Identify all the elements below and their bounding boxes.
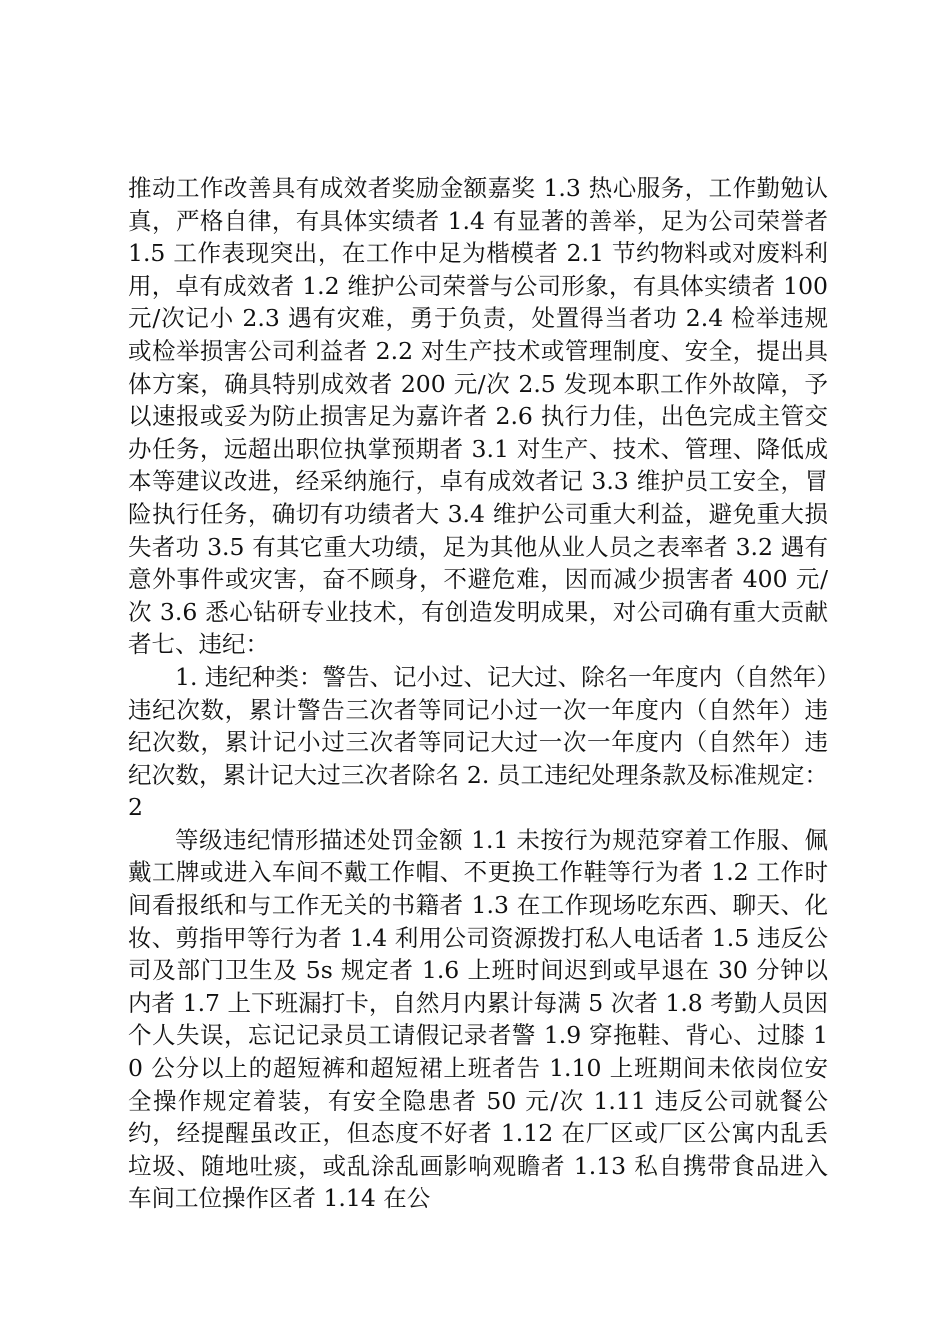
paragraph-violation-rules: 等级违纪情形描述处罚金额 1.1 未按行为规范穿着工作服、佩戴工牌或进入车间不戴工作帽、不更换工作鞋等行为者 1.2 工作时间看报纸和与工作无关的书籍者 1.3 在工作现场吃东西、聊天、化妆、剪指甲等行为者 1.4 利用公司资源拨打私人电话者 1.5 违反公司及部门卫生及 5s 规定者 1.6 上班时间迟到或早退在 30 分钟以内者 1.7 上下班漏打卡，自然月内累计每满 5 次者 1.8 考勤人员因个人失误，忘记记录员工请假记录者警 1.9 穿拖鞋、背心、过膝 10 公分以上的超短裤和超短裙上班者告 1.10 上班期间未依岗位安全操作规定着装，有安全隐患者 50 元/次 1.11 违反公司就餐公约，经提醒虽改正，但态度不好者 1.12 在厂区或厂区公寓内乱丢垃圾、随地吐痰，或乱涂乱画影响观瞻者 1.13 私自携带食品进入车间工位操作区者 1.14 在公: [128, 825, 828, 1213]
paragraph-violation-types: 1. 违纪种类：警告、记小过、记大过、除名一年度内（自然年）违纪次数，累计警告三次者等同记小过一次一年度内（自然年）违纪次数，累计记小过三次者等同记大过一次一年度内（自然年）违纪次数，累计记大过三次者除名 2. 员工违纪处理条款及标准规定：2: [128, 662, 828, 822]
document-body: [128, 172, 836, 1215]
paragraph-rewards: 推动工作改善具有成效者奖励金额嘉奖 1.3 热心服务，工作勤勉认真，严格自律，有具体实绩者 1.4 有显著的善举，足为公司荣誉者 1.5 工作表现突出，在工作中足为楷模者 2.1 节约物料或对废料利用，卓有成效者 1.2 维护公司荣誉与公司形象，有具体实绩者 100 元/次记小 2.3 遇有灾难，勇于负责，处置得当者功 2.4 检举违规或检举损害公司利益者 2.2 对生产技术或管理制度、安全，提出具体方案，确具特别成效者 200 元/次 2.5 发现本职工作外故障，予以速报或妥为防止损害足为嘉许者 2.6 执行力佳，出色完成主管交办任务，远超出职位执掌预期者 3.1 对生产、技术、管理、降低成本等建议改进，经采纳施行，卓有成效者记 3.3 维护员工安全，冒险执行任务，确切有功绩者大 3.4 维护公司重大利益，避免重大损失者功 3.5 有其它重大功绩，足为其他从业人员之表率者 3.2 遇有意外事件或灾害，奋不顾身，不避危难，因而减少损害者 400 元/次 3.6 悉心钻研专业技术，有创造发明成果，对公司确有重大贡献者七、违纪：: [128, 174, 836, 659]
